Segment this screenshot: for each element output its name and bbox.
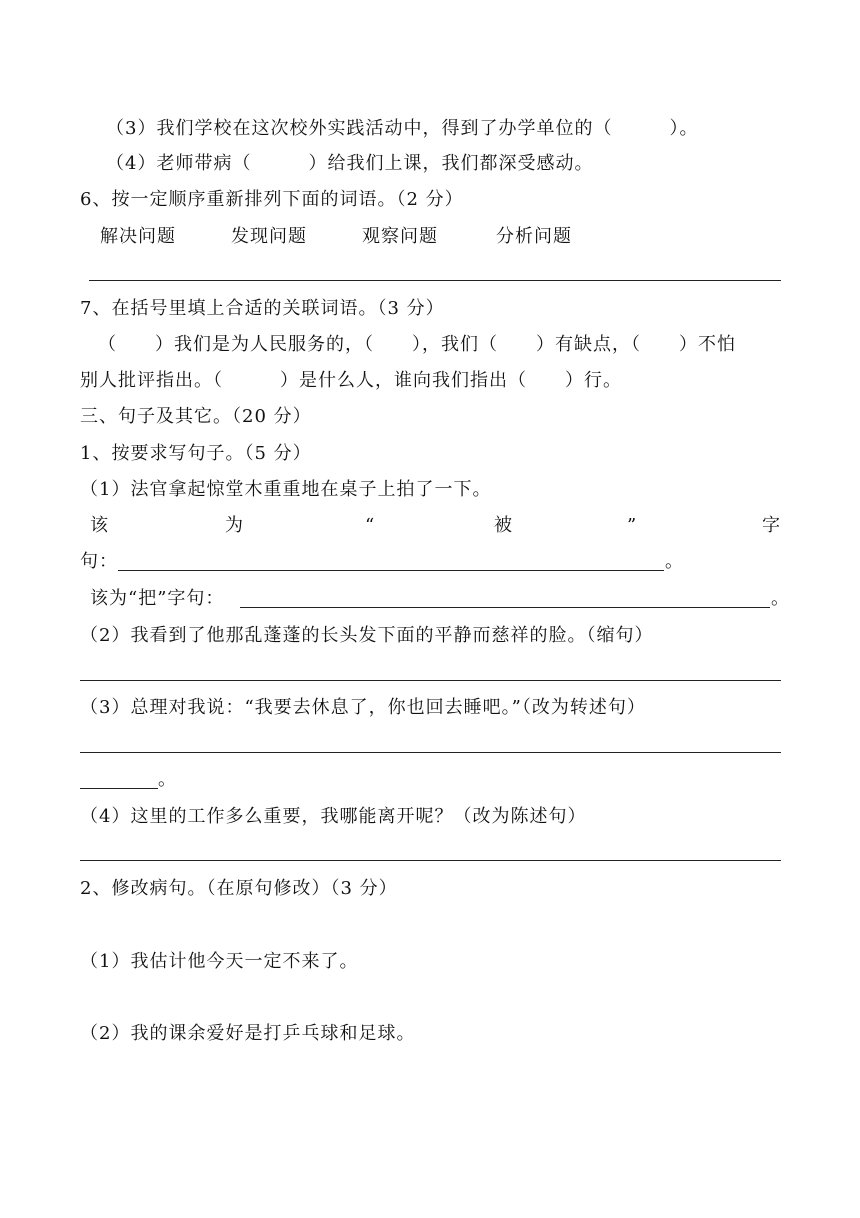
s1-item4: （4）这里的工作多么重要，我哪能离开呢？（改为陈述句） (80, 806, 587, 827)
q7-line1: （ ）我们是为人民服务的，（ ），我们（ ）有缺点，（ ）不怕 (98, 334, 736, 355)
s1-item2: （2）我看到了他那乱蓬蓬的长头发下面的平静而慈祥的脸。（缩句） (80, 625, 654, 646)
q6-word-4: 分析问题 (496, 226, 572, 247)
bei-tail: 句： (80, 551, 118, 572)
bei-answer-line[interactable] (118, 570, 664, 571)
q6-word-3: 观察问题 (362, 226, 438, 247)
q6-word-1: 解决问题 (100, 226, 176, 247)
bei-char-5: ” (627, 515, 638, 536)
bei-char-6: 字 (762, 515, 781, 536)
bei-char-1: 该 (90, 515, 109, 536)
item2-answer-line[interactable] (80, 680, 781, 681)
item3-answer-line-short[interactable] (80, 788, 158, 789)
bei-char-4: 被 (494, 515, 513, 536)
item4-answer-line[interactable] (80, 860, 781, 861)
bei-period: 。 (665, 551, 684, 572)
item3-period: 。 (158, 769, 177, 790)
q5-item3: （3）我们学校在这次校外实践活动中，得到了办学单位的（ ）。 (106, 118, 699, 139)
section3-heading: 三、句子及其它。（20 分） (80, 406, 312, 427)
bei-char-3: “ (365, 515, 376, 536)
q7-heading: 7、在括号里填上合适的关联词语。（3 分） (80, 298, 445, 319)
s1-item1: （1）法官拿起惊堂木重重地在桌子上拍了一下。 (80, 479, 492, 500)
ba-period: 。 (771, 588, 790, 609)
s2-item1: （1）我估计他今天一定不来了。 (80, 951, 359, 972)
q6-word-2: 发现问题 (231, 226, 307, 247)
item3-answer-line[interactable] (80, 752, 781, 753)
q7-line2: 别人批评指出。（ ）是什么人，谁向我们指出（ ）行。 (80, 370, 622, 391)
q5-item4: （4）老师带病（ ）给我们上课，我们都深受感动。 (106, 153, 594, 174)
s2-heading: 2、修改病句。（在原句修改）（3 分） (80, 878, 398, 899)
ba-prefix: 该为“把”字句： (90, 588, 225, 609)
s1-heading: 1、按要求写句子。（5 分） (80, 443, 312, 464)
s1-item3: （3）总理对我说：“我要去休息了，你也回去睡吧。”（改为转述句） (80, 697, 646, 718)
ba-answer-line[interactable] (240, 607, 770, 608)
s2-item2: （2）我的课余爱好是打乒乓球和足球。 (80, 1023, 416, 1044)
bei-char-2: 为 (225, 515, 244, 536)
q6-heading: 6、按一定顺序重新排列下面的词语。（2 分） (80, 189, 464, 210)
q6-answer-line[interactable] (89, 280, 781, 281)
